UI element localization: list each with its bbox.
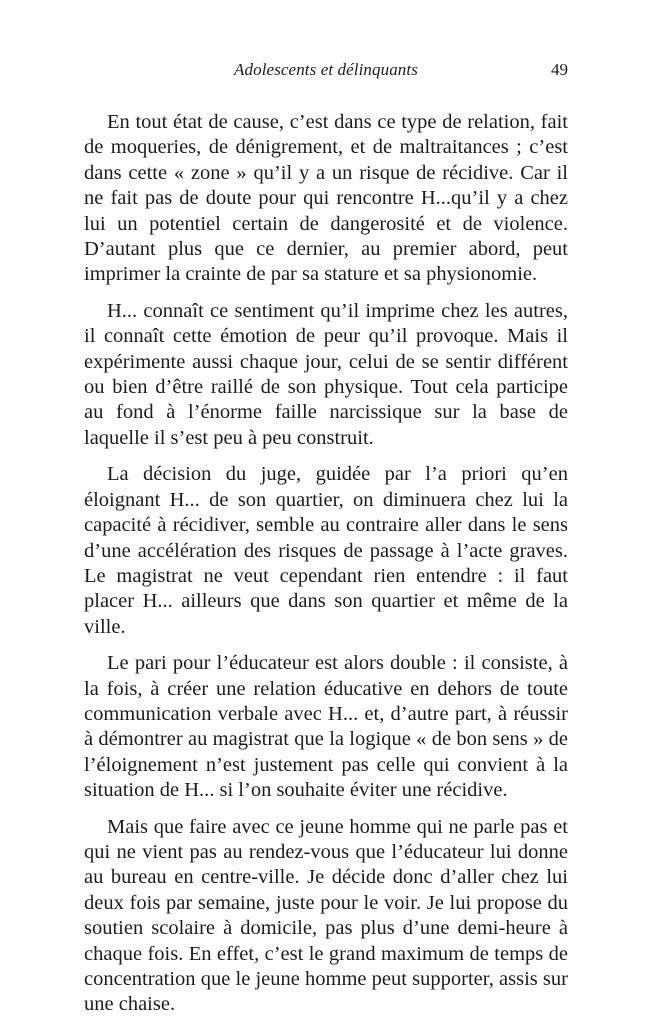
- paragraph: H... connaît ce sentiment qu’il imprime chez les autres, il connaît cette émotion de peur qu’il provoque. Mais il expérimente aussi chaque jour, celui de se sentir différent ou bien d’être raillé de son physique. Tout cela participe au fond à l’énorme faille narcissique sur la base de laquelle il s’est peu à peu construit.: [84, 299, 568, 449]
- paragraph: Mais que faire avec ce jeune homme qui ne parle pas et qui ne vient pas au rendez-vous que l’éducateur lui donne au bureau en centre-ville. Je décide donc d’aller chez lui deux fois par semaine, juste pour le voir. Je lui propose du soutien scolaire à domicile, pas plus d’une demi-heure à chaque fois. En effet, c’est le grand maximum de temps de concentration que le jeune homme peut supporter, assis sur une chaise.: [84, 815, 568, 1016]
- paragraph: La décision du juge, guidée par l’a priori qu’en éloignant H... de son quartier, on diminuera chez lui la capacité à récidiver, semble au contraire aller dans le sens d’une accélération des risques de passage à l’acte graves. Le magistrat ne veut cependant rien entendre : il faut placer H... ailleurs que dans son quartier et même de la ville.: [84, 463, 568, 638]
- running-head: [84, 60, 568, 84]
- paragraph: Le pari pour l’éducateur est alors double : il consiste, à la fois, à créer une relation éducative en dehors de toute communication verbale avec H... et, d’autre part, à réussir à démontrer au magistrat que la logique « de bon sens » de l’éloignement n’est justement pas celle qui convient à la situation de H... si l’on souhaite éviter une récidive.: [84, 652, 568, 802]
- page-number: 49: [551, 60, 568, 79]
- paragraph: En tout état de cause, c’est dans ce type de relation, fait de moqueries, de dénigrement, et de maltraitances ; c’est dans cette « zone » qu’il y a un risque de récidive. Car il ne fait pas de doute pour qui rencontre H...qu’il y a chez lui un potentiel certain de dangerosité et de violence. D’autant plus que ce dernier, au premier abord, peut imprimer la crainte de par sa stature et sa physionomie.: [84, 111, 568, 286]
- body-text: [84, 110, 568, 1029]
- running-title: Adolescents et délinquants: [234, 60, 418, 79]
